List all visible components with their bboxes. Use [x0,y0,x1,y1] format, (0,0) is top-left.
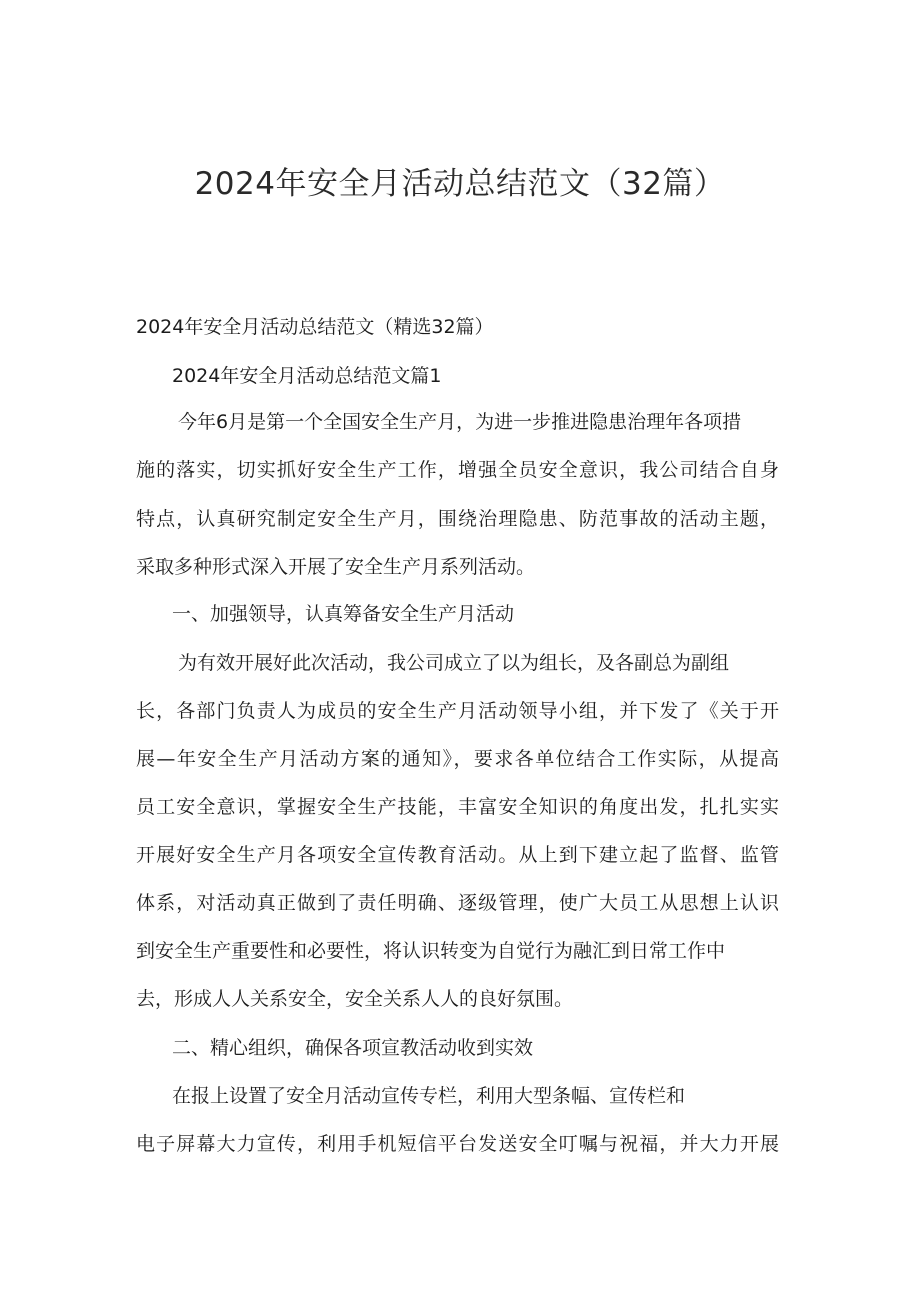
paragraph1-line: 今年6月是第一个全国安全生产月，为进一步推进隐患治理年各项措 [178,411,742,433]
paragraph2-line: 展—年安全生产月活动方案的通知》，要求各单位结合工作实际，从提高 [136,748,779,770]
document-subtitle: 2024年安全月活动总结范文（精选32篇） [136,316,494,338]
section1-heading: 一、加强领导，认真筹备安全生产月活动 [172,603,515,625]
paragraph2-line: 为有效开展好此次活动，我公司成立了以为组长，及各副总为副组 [178,652,730,674]
paragraph3-line: 在报上设置了安全月活动宣传专栏，利用大型条幅、宣传栏和 [172,1085,686,1107]
paragraph2-line: 体系，对活动真正做到了责任明确、逐级管理，使广大员工从思想上认识 [136,892,779,914]
paragraph2-line: 长，各部门负责人为成员的安全生产月活动领导小组，并下发了《关于开 [136,700,779,722]
document-title: 2024年安全月活动总结范文（32篇） [194,166,726,202]
paragraph1-line: 特点，认真研究制定安全生产月，围绕治理隐患、防范事故的活动主题， [136,508,779,530]
paragraph2-line: 去，形成人人关系安全，安全关系人人的良好氛围。 [136,988,574,1010]
article-heading: 2024年安全月活动总结范文篇1 [172,365,442,387]
paragraph3-line: 电子屏幕大力宣传，利用手机短信平台发送安全叮嘱与祝福，并大力开展 [136,1133,779,1155]
paragraph2-line: 到安全生产重要性和必要性，将认识转变为自觉行为融汇到日常工作中 [136,940,726,962]
section2-heading: 二、精心组织，确保各项宣教活动收到实效 [172,1037,534,1059]
paragraph2-line: 开展好安全生产月各项安全宣传教育活动。从上到下建立起了监督、监管 [136,844,779,866]
paragraph1-line: 采取多种形式深入开展了安全生产月系列活动。 [136,556,536,578]
paragraph1-line: 施的落实，切实抓好安全生产工作，增强全员安全意识，我公司结合自身 [136,459,779,481]
paragraph2-line: 员工安全意识，掌握安全生产技能，丰富安全知识的角度出发，扎扎实实 [136,796,779,818]
